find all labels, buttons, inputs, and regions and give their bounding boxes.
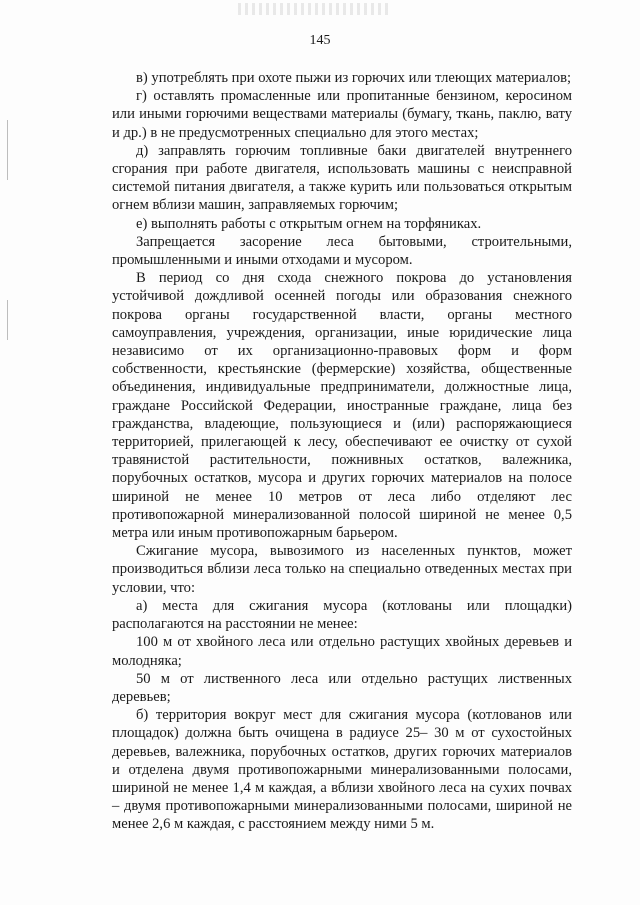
paragraph: д) заправлять горючим топливные баки двигателей внутреннего сгорания при работе двигателя, использовать машины с неисправной системой питания двигателя, а также курить или пользоваться открытым огнем вблизи машин, заправляемых горючим;	[112, 142, 572, 214]
paragraph: Сжигание мусора, вывозимого из населенных пунктов, может производиться вблизи леса только на специально отведенных местах при условии, что:	[112, 543, 572, 596]
scan-edge-mark	[7, 300, 8, 340]
paragraph: б) территория вокруг мест для сжигания мусора (котлованов или площадок) должна быть очищена в радиусе 25– 30 м от сухостойных деревьев, валежника, порубочных остатков, других горючих материалов и отделена двумя противопожарными минерализованными полосами, шириной не менее 1,4 м каждая, а вблизи хвойного леса на сухих почвах – двумя противопожарными минерализованными полосами, шириной не менее 2,6 м каждая, с расстоянием между ними 5 м.	[112, 707, 572, 833]
page-number: 145	[309, 33, 331, 48]
paragraph: В период со дня схода снежного покрова до установления устойчивой дождливой осенней погоды или образования снежного покрова органы государственной власти, органы местного самоуправления, учреждения, организации, иные юридические лица независимо от их организационно-правовых форм и форм собственности, крестьянские (фермерские) хозяйства, общественные объединения, индивидуальные предприниматели, должностные лица, граждане Российской Федерации, иностранные граждане, лица без гражданства, владеющие, пользующиеся и (или) распоряжающиеся территорией, прилегающей к лесу, обеспечивают ее очистку от сухой травянистой растительности, пожнивных остатков, валежника, порубочных остатков, мусора и других горючих материалов на полосе шириной не менее 10 метров от леса либо отделяют лес противопожарной минерализованной полосой шириной не менее 0,5 метра или иным противопожарным барьером.	[112, 270, 572, 542]
scan-edge-mark	[7, 120, 8, 180]
paragraph: Запрещается засорение леса бытовыми, строительными, промышленными и иными отходами и мусором.	[112, 233, 572, 269]
paragraph: а) места для сжигания мусора (котлованы или площадки) располагаются на расстоянии не менее:	[112, 597, 572, 633]
document-body	[112, 69, 572, 834]
paragraph: г) оставлять промасленные или пропитанные бензином, керосином или иными горючими веществами материалы (бумагу, ткань, паклю, вату и др.) в не предусмотренных специально для этого местах;	[112, 88, 572, 141]
paragraph: е) выполнять работы с открытым огнем на торфяниках.	[136, 215, 482, 232]
paragraph: 50 м от лиственного леса или отдельно растущих лиственных деревьев;	[112, 670, 572, 705]
scan-smudge	[238, 3, 388, 15]
paragraph: 100 м от хвойного леса или отдельно растущих хвойных деревьев и молодняка;	[112, 634, 572, 669]
paragraph: в) употреблять при охоте пыжи из горючих или тлеющих материалов;	[136, 70, 572, 86]
